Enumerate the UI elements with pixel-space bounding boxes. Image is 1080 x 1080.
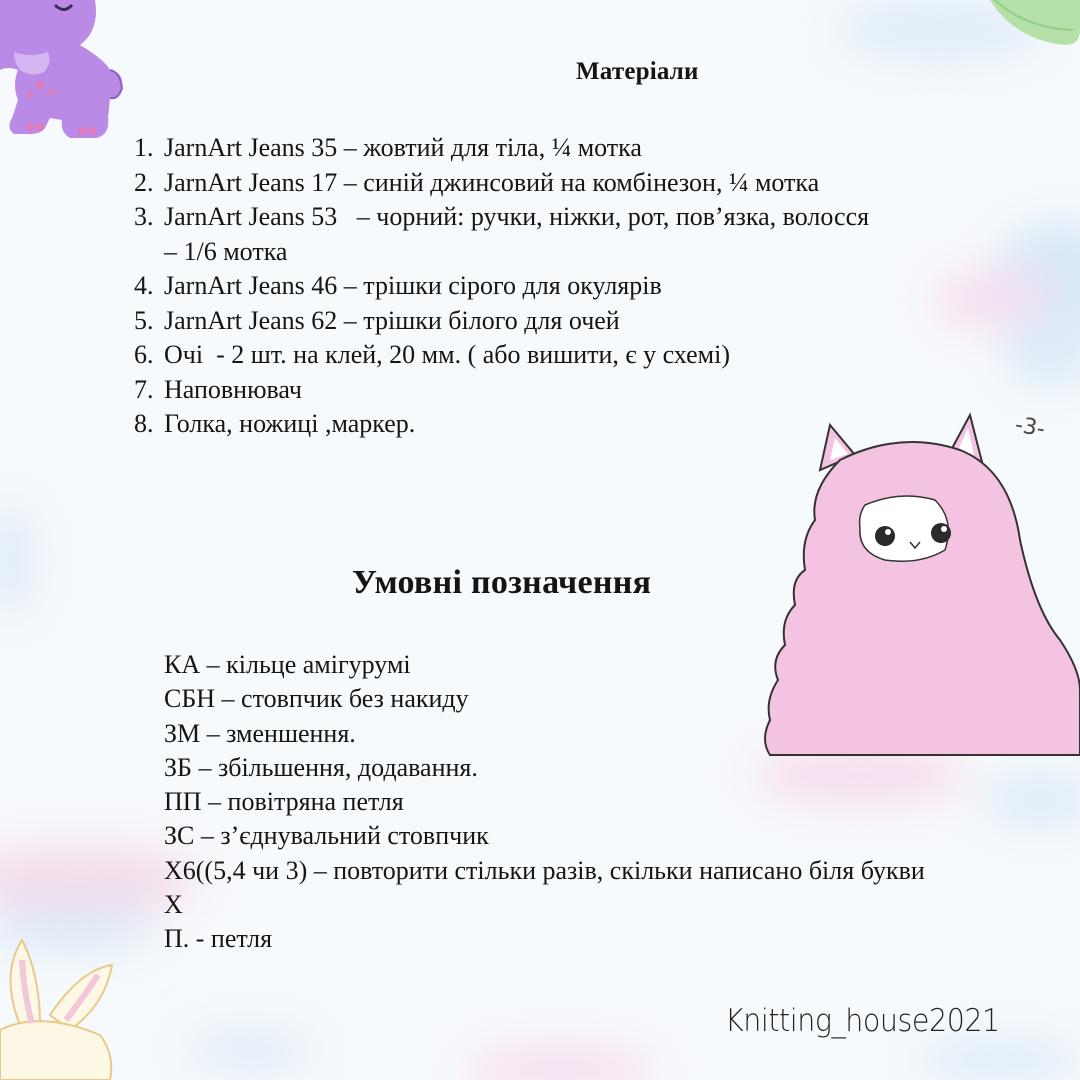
list-item: ПП – повітряна петля (164, 787, 404, 817)
watermark: Knitting_house2021 (725, 1003, 1000, 1039)
list-item: 6. Очі - 2 шт. на клей, 20 мм. ( або вишити, є у схемі) (134, 340, 730, 369)
list-item: 4. JarnArt Jeans 46 – трішки сірого для окулярів (134, 271, 662, 300)
list-item: ЗС – з’єднувальний стовпчик (164, 821, 489, 851)
materials-list (128, 131, 918, 442)
legend-list (164, 648, 944, 957)
list-item: ЗМ – зменшення. (164, 718, 356, 748)
list-item: Х6((5,4 чи 3) – повторити стільки разів, скільки написано біля букви Х (164, 855, 925, 920)
list-item: 8. Голка, ножиці ,маркер. (134, 409, 416, 438)
sticker-text: -3- (1013, 412, 1047, 443)
list-item: П. - петля (164, 924, 273, 954)
bunny-icon (0, 935, 120, 1080)
list-item: ЗБ – збільшення, додавання. (164, 752, 478, 782)
list-item: 2. JarnArt Jeans 17 – синій джинсовий на комбінезон, ¼ мотка (134, 167, 820, 197)
green-leaf-icon (985, 0, 1080, 60)
list-item: 7. Наповнювач (134, 374, 303, 404)
legend-title: Умовні позначення (352, 564, 652, 601)
list-item: КА – кільце амігурумі (164, 650, 411, 679)
purple-dinosaur-icon (0, 0, 130, 145)
list-item: 5. JarnArt Jeans 62 – трішки білого для очей (134, 305, 620, 335)
list-item: 3. JarnArt Jeans 53 – чорний: ручки, ніжки, рот, пов’язка, волосся – 1/6 мотка (134, 202, 876, 266)
list-item: 1. JarnArt Jeans 35 – жовтий для тіла, ¼ мотка (134, 133, 642, 162)
list-item: СБН – стовпчик без накиду (164, 684, 469, 714)
materials-title: Матеріали (576, 58, 699, 85)
